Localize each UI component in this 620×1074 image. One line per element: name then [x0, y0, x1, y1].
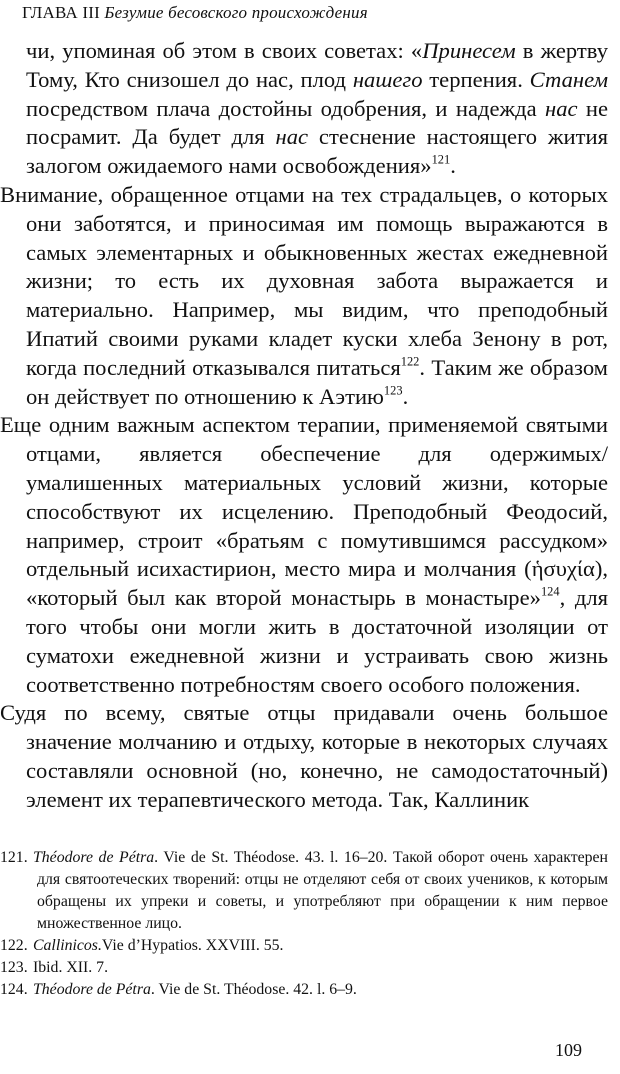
italic-text: Станем: [529, 66, 608, 92]
paragraph: [0, 37, 608, 181]
text-run: в жертву Тому, Кто снизошел до нас, плод: [26, 38, 608, 92]
text-run: , для того чтобы они могли жить в достаточной изоляции от суматохи ежедневной жизни и устраивать свою жизнь соответственно потребностям своего особого положения.: [26, 585, 608, 697]
italic-text: Принесем: [422, 38, 516, 63]
italic-text: нас: [275, 124, 309, 150]
footnote-ref: 124: [540, 584, 560, 599]
footnote-text: . Vie de St. Théodose. 42. l. 6–9.: [150, 981, 357, 998]
footnote-ref: 123: [383, 383, 403, 398]
page-number: 109: [555, 1040, 582, 1060]
italic-text: нас: [544, 95, 578, 121]
footnote-number: 123.: [0, 959, 28, 976]
main-text: [0, 37, 608, 815]
text-run: .: [402, 383, 409, 409]
text-run: Судя по всему, святые отцы придавали очень большое значение молчанию и отдыху, которые в некоторых случаях составляли основной (но, конечно, не самодостаточный) элемент их терапевтического метода. Так, Каллиник: [0, 700, 608, 812]
text-run: стеснение настоящего жития залогом ожидаемого нами освобождения»: [26, 124, 608, 179]
chapter-title: Безумие бесовского происхождения: [104, 3, 368, 22]
text-run: Еще одним важным аспектом терапии, применяемой святыми отцами, является обеспечение для одержимых/умалишенных материальных условий жизни, которые способствуют их исцелению. Преподобный Феодосий, например, строит «братьям с помутившимся рассудком» отдельный исихастирион, место мира и молчания (ἡσυχία), «который был как второй монастырь в монастыре»: [0, 412, 608, 611]
text-run: терпения.: [422, 66, 530, 92]
footnote-item: [0, 935, 608, 957]
chapter-label: ГЛАВА III: [22, 3, 100, 22]
footnote-item: [0, 979, 608, 1001]
footnote-number: 122.: [0, 937, 28, 954]
paragraph: [0, 411, 608, 699]
text-run: . Таким же образом он действует по отношению к Аэтию: [26, 354, 608, 409]
text-run: .: [450, 153, 456, 179]
footnote-text: Ibid. XII. 7.: [33, 959, 109, 976]
footnote-item: [0, 847, 608, 935]
footnote-ref: 121: [431, 152, 451, 167]
running-header: [22, 3, 368, 23]
paragraph: [0, 181, 608, 411]
footnote-text: . Vie de St. Théodose. 43. l. 16–20. Такой оборот очень характерен для святоотеческих творений: отцы не отделяют себя от своих учеников, к которым обращены их упреки и советы, и употребляют при обращении к ним первое множественное лицо.: [37, 849, 608, 932]
footnote-source: Théodore de Pétra: [33, 849, 155, 866]
footnote-item: [0, 957, 608, 979]
text-run: Внимание, обращенное отцами на тех страдальцев, о которых они заботятся, и приносимая им помощь выражаются в самых элементарных и обыкновенных жестах ежедневной жизни; то есть их духовная забота выражается и материально. Например, мы видим, что преподобный Ипатий своими руками кладет куски хлеба Зенону в рот, когда последний отказывался питаться: [0, 181, 608, 380]
footnote-source: Callinicos.: [33, 937, 102, 954]
text-run: не посрамит. Да будет для: [26, 95, 608, 150]
footnote-text: Vie d’Hypatios. XXVIII. 55.: [101, 937, 284, 954]
footnotes: [0, 847, 608, 1001]
footnote-source: Théodore de Pétra: [33, 981, 151, 998]
footnote-ref: 122: [400, 354, 420, 369]
paragraph: [0, 699, 608, 814]
text-run: посредством плача достойны одобрения, и надежда: [26, 95, 545, 121]
text-run: чи, упоминая об этом в своих советах: «: [26, 38, 423, 63]
italic-text: нашего: [352, 66, 423, 92]
footnote-number: 121.: [0, 849, 28, 866]
footnote-number: 124.: [0, 981, 28, 998]
